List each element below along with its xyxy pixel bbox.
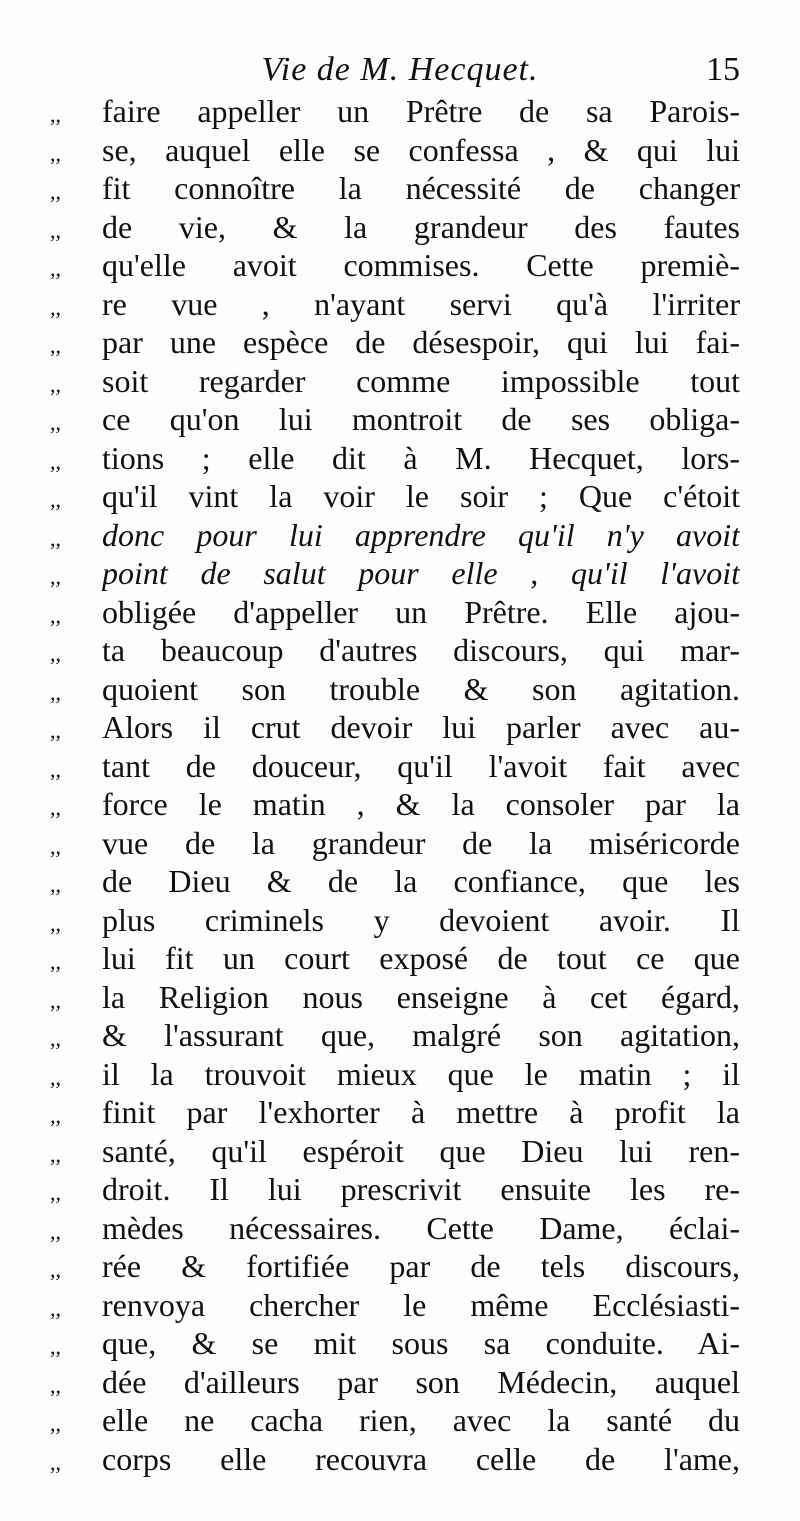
text-line: [50, 323, 740, 362]
quote-mark: ,,: [50, 872, 61, 897]
text-line: [50, 708, 740, 747]
text-line: [50, 516, 740, 555]
quote-mark: ,,: [50, 294, 61, 320]
quote-mark: ,,: [50, 564, 61, 589]
quote-mark: ,,: [50, 602, 61, 628]
text-line: [50, 92, 740, 131]
quote-mark: ,,: [50, 641, 61, 666]
line-text: de vie, & la grandeur des fautes: [102, 208, 740, 245]
text-line: [50, 1209, 740, 1248]
quote-mark: ,,: [50, 1141, 61, 1167]
text-line: [50, 862, 740, 901]
text-line: [50, 824, 740, 863]
quote-mark: ,,: [50, 333, 61, 358]
page-number: 15: [706, 51, 740, 88]
text-line: [50, 1324, 740, 1363]
line-text: elle ne cacha rien, avec la santé du: [102, 1402, 740, 1438]
text-line: [50, 246, 740, 285]
line-text: ce qu'on lui montroit de ses obliga-: [102, 401, 740, 437]
running-head: [60, 50, 740, 90]
text-line: [50, 670, 740, 709]
line-text: qu'elle avoit commises. Cette premiè-: [102, 247, 740, 283]
quote-mark: ,,: [50, 410, 61, 435]
line-text: quoient son trouble & son agitation.: [102, 670, 740, 707]
text-line: [50, 362, 740, 401]
quote-mark: ,,: [50, 987, 61, 1013]
quote-mark: ,,: [50, 448, 61, 474]
line-text: obligée d'appeller un Prêtre. Elle ajou-: [102, 593, 740, 630]
line-text: que, & se mit sous sa conduite. Ai-: [102, 1325, 740, 1361]
quote-mark: ,,: [50, 179, 61, 204]
line-text: dée d'ailleurs par son Médecin, auquel: [102, 1363, 740, 1400]
body-text: [50, 92, 740, 1478]
line-text: qu'il vint la voir le soir ; Que c'étoit: [102, 478, 740, 514]
text-line: [50, 1286, 740, 1325]
line-text: tions ; elle dit à M. Hecquet, lors-: [102, 439, 740, 476]
text-line: [50, 169, 740, 208]
quote-mark: ,,: [50, 1372, 61, 1398]
line-text: par une espèce de désespoir, qui lui fai-: [102, 324, 740, 360]
line-text: fit connoître la nécessité de changer: [102, 170, 740, 206]
quote-mark: ,,: [50, 487, 61, 512]
quote-mark: ,,: [50, 1334, 61, 1359]
line-text: droit. Il lui prescrivit ensuite les re-: [102, 1171, 740, 1207]
line-text: ta beaucoup d'autres discours, qui mar-: [102, 632, 740, 668]
quote-mark: ,,: [50, 371, 61, 397]
line-text: de Dieu & de la confiance, que les: [102, 863, 740, 899]
line-text: Alors il crut devoir lui parler avec au-: [102, 709, 740, 745]
running-head-title: Vie de M. Hecquet.: [261, 51, 539, 88]
line-text: soit regarder comme impossible tout: [102, 362, 740, 399]
quote-mark: ,,: [50, 1411, 61, 1436]
quote-mark: ,,: [50, 1103, 61, 1128]
text-line: [50, 439, 740, 478]
quote-mark: ,,: [50, 833, 61, 859]
text-line: [50, 477, 740, 516]
text-line: [50, 593, 740, 632]
quote-mark: ,,: [50, 1180, 61, 1205]
quote-mark: ,,: [50, 1026, 61, 1051]
text-line: [50, 1170, 740, 1209]
text-line: [50, 901, 740, 940]
quote-mark: ,,: [50, 949, 61, 974]
line-text: renvoya chercher le même Ecclésiasti-: [102, 1286, 740, 1323]
text-line: [50, 785, 740, 824]
text-line: [50, 1363, 740, 1402]
quote-mark: ,,: [50, 1449, 61, 1475]
line-text: rée & fortifiée par de tels discours,: [102, 1248, 740, 1284]
text-line: [50, 1247, 740, 1286]
text-line: [50, 1440, 740, 1479]
line-text: santé, qu'il espéroit que Dieu lui ren-: [102, 1132, 740, 1169]
line-text: faire appeller un Prêtre de sa Parois-: [102, 93, 740, 129]
text-line: [50, 978, 740, 1017]
text-line: [50, 285, 740, 324]
quote-mark: ,,: [50, 1295, 61, 1321]
line-text: corps elle recouvra celle de l'ame,: [102, 1440, 740, 1477]
text-line: [50, 1016, 740, 1055]
text-line: [50, 1132, 740, 1171]
line-text: re vue , n'ayant servi qu'à l'irriter: [102, 285, 740, 322]
quote-mark: ,,: [50, 1257, 61, 1282]
line-text: plus criminels y devoient avoir. Il: [102, 901, 740, 938]
line-text: vue de la grandeur de la miséricorde: [102, 824, 740, 861]
quote-mark: ,,: [50, 1218, 61, 1244]
line-text: mèdes nécessaires. Cette Dame, éclai-: [102, 1209, 740, 1246]
line-text: la Religion nous enseigne à cet égard,: [102, 978, 740, 1015]
line-text: il la trouvoit mieux que le matin ; il: [102, 1055, 740, 1092]
text-line: [50, 131, 740, 170]
quote-mark: ,,: [50, 1064, 61, 1090]
quote-mark: ,,: [50, 679, 61, 705]
text-line: [50, 939, 740, 978]
text-line: [50, 1093, 740, 1132]
text-line: [50, 1401, 740, 1440]
quote-mark: ,,: [50, 256, 61, 281]
line-text: & l'assurant que, malgré son agitation,: [102, 1017, 740, 1053]
line-text: force le matin , & la consoler par la: [102, 786, 740, 822]
quote-mark: ,,: [50, 718, 61, 743]
quote-mark: ,,: [50, 217, 61, 243]
quote-mark: ,,: [50, 140, 61, 166]
quote-mark: ,,: [50, 525, 61, 551]
line-text: tant de douceur, qu'il l'avoit fait avec: [102, 747, 740, 784]
quote-mark: ,,: [50, 795, 61, 820]
line-text: se, auquel elle se confessa , & qui lui: [102, 131, 740, 168]
text-line: [50, 747, 740, 786]
text-line: [50, 400, 740, 439]
quote-mark: ,,: [50, 756, 61, 782]
text-line: [50, 554, 740, 593]
text-line: [50, 208, 740, 247]
text-line: [50, 631, 740, 670]
line-text: lui fit un court exposé de tout ce que: [102, 940, 740, 976]
line-text: donc pour lui apprendre qu'il n'y avoit: [102, 516, 740, 553]
line-text: point de salut pour elle , qu'il l'avoit: [102, 555, 740, 591]
line-text: finit par l'exhorter à mettre à profit la: [102, 1094, 740, 1130]
quote-mark: ,,: [50, 102, 61, 127]
text-line: [50, 1055, 740, 1094]
quote-mark: ,,: [50, 910, 61, 936]
